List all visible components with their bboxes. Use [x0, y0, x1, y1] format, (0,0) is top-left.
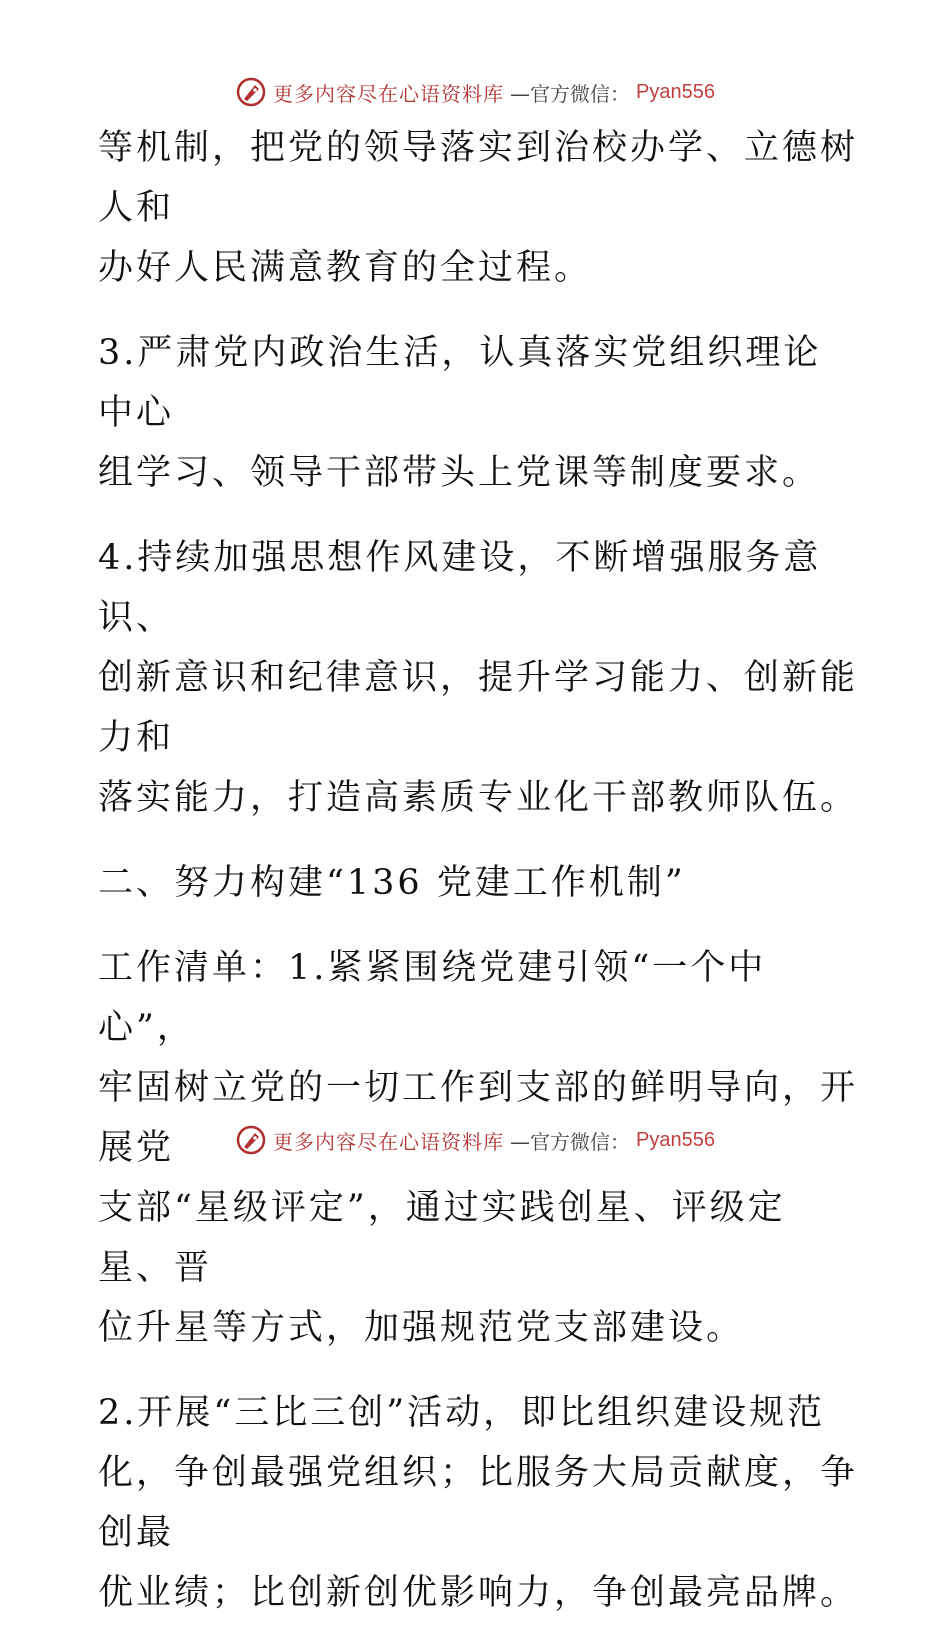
document-body	[98, 118, 858, 1648]
watermark-site-text: 更多内容尽在心语资料库	[273, 1129, 505, 1154]
watermark-separator: —官方微信：	[510, 81, 631, 106]
pen-nib-icon	[235, 1124, 267, 1156]
paragraph: 等机制，把党的领导落实到治校办学、立德树人和 办好人民满意教育的全过程。	[98, 128, 859, 288]
watermark-wechat-id: Pyan556	[636, 1128, 715, 1151]
paragraph: 4.持续加强思想作风建设，不断增强服务意识、 创新意识和纪律意识，提升学习能力、创新能力和 落实能力，打造高素质专业化干部教师队伍。	[98, 538, 859, 818]
watermark-header	[0, 72, 950, 112]
paragraph: 工作清单：1.紧紧围绕党建引领“一个中心”， 牢固树立党的一切工作到支部的鲜明导向，开展党 支部“星级评定”，通过实践创星、评级定星、晋 位升星等方式，加强规范党支部建设。	[98, 948, 859, 1348]
watermark-separator: —官方微信：	[510, 1129, 631, 1154]
pen-nib-icon	[235, 76, 267, 108]
section-heading: 二、努力构建“136 党建工作机制”	[98, 863, 686, 903]
paragraph: 3.严肃党内政治生活，认真落实党组织理论中心 组学习、领导干部带头上党课等制度要求。	[98, 333, 822, 493]
watermark-wechat-id: Pyan556	[636, 80, 715, 103]
paragraph: 2.开展“三比三创”活动，即比组织建设规范 化，争创最强党组织；比服务大局贡献度，争创最 优业绩；比创新创优影响力，争创最亮品牌。	[98, 1393, 859, 1613]
watermark-site-text: 更多内容尽在心语资料库	[273, 81, 505, 106]
watermark-footer	[0, 1120, 950, 1160]
